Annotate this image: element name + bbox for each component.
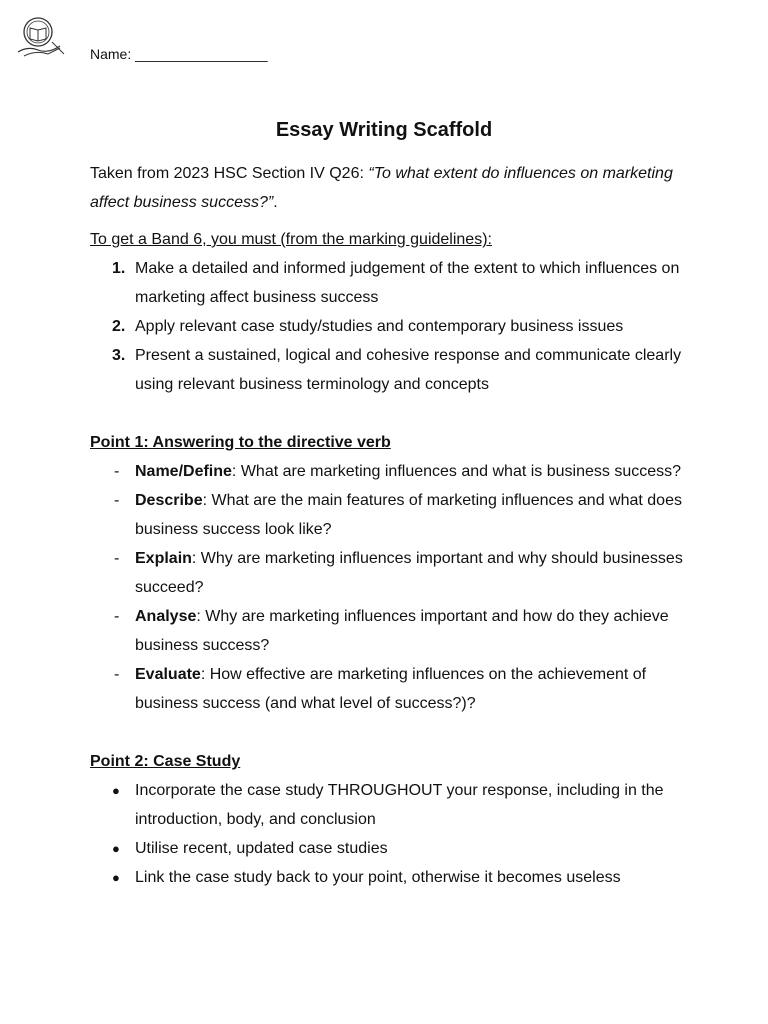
bullet-marker: ● bbox=[112, 870, 120, 885]
intro-prefix: Taken from 2023 HSC Section IV Q26: bbox=[90, 165, 369, 182]
point2-heading: Point 2: Case Study bbox=[90, 753, 241, 770]
list-item bbox=[90, 602, 690, 660]
item-text: Link the case study back to your point, otherwise it becomes useless bbox=[135, 869, 621, 886]
item-number: 1. bbox=[112, 260, 126, 277]
verb-description: : How effective are marketing influences on the achievement of business success (and what level of success?)? bbox=[135, 666, 647, 712]
list-item bbox=[90, 341, 690, 399]
item-text: Present a sustained, logical and cohesive response and communicate clearly using relevant business terminology and concepts bbox=[135, 347, 682, 393]
item-text: Utilise recent, updated case studies bbox=[135, 840, 388, 857]
verb-term: Explain bbox=[135, 550, 192, 567]
band6-heading: To get a Band 6, you must (from the marking guidelines): bbox=[90, 231, 492, 248]
intro-suffix: . bbox=[273, 194, 278, 211]
essay-question: “To what extent do influences on marketing affect business success?” bbox=[90, 165, 673, 211]
school-crest-logo bbox=[14, 12, 66, 60]
list-item bbox=[90, 834, 690, 863]
verb-description: : What are marketing influences and what is business success? bbox=[231, 463, 682, 480]
verb-term: Evaluate bbox=[135, 666, 201, 683]
document-body bbox=[90, 159, 690, 892]
dash-marker: - bbox=[114, 463, 120, 480]
intro-paragraph bbox=[90, 159, 690, 217]
dash-marker: - bbox=[114, 608, 120, 625]
verb-description: : Why are marketing influences important and how do they achieve business success? bbox=[135, 608, 669, 654]
point1-heading: Point 1: Answering to the directive verb bbox=[90, 434, 391, 451]
dash-marker: - bbox=[114, 666, 120, 683]
list-item bbox=[90, 544, 690, 602]
item-text: Apply relevant case study/studies and contemporary business issues bbox=[135, 318, 624, 335]
list-item bbox=[90, 457, 690, 486]
name-field-label: Name: _________________ bbox=[90, 46, 268, 62]
verb-description: : What are the main features of marketing influences and what does business success look like? bbox=[135, 492, 682, 538]
verb-term: Describe bbox=[135, 492, 203, 509]
item-number: 2. bbox=[112, 318, 126, 335]
band6-requirements-list bbox=[90, 254, 690, 399]
verb-term: Name/Define bbox=[135, 463, 232, 480]
dash-marker: - bbox=[114, 550, 120, 567]
verb-description: : Why are marketing influences important and why should businesses succeed? bbox=[135, 550, 683, 596]
list-item bbox=[90, 660, 690, 718]
list-item bbox=[90, 312, 690, 341]
directive-verb-list bbox=[90, 457, 690, 718]
list-item bbox=[90, 863, 690, 892]
list-item bbox=[90, 776, 690, 834]
bullet-marker: ● bbox=[112, 841, 120, 856]
list-item bbox=[90, 254, 690, 312]
item-number: 3. bbox=[112, 347, 126, 364]
page-title: Essay Writing Scaffold bbox=[275, 119, 493, 141]
case-study-list bbox=[90, 776, 690, 892]
item-text: Make a detailed and informed judgement of the extent to which influences on marketing affect business success bbox=[135, 260, 680, 306]
list-item bbox=[90, 486, 690, 544]
item-text: Incorporate the case study THROUGHOUT your response, including in the introduction, body, and conclusion bbox=[135, 782, 664, 828]
dash-marker: - bbox=[114, 492, 120, 509]
bullet-marker: ● bbox=[112, 783, 120, 798]
verb-term: Analyse bbox=[135, 608, 197, 625]
